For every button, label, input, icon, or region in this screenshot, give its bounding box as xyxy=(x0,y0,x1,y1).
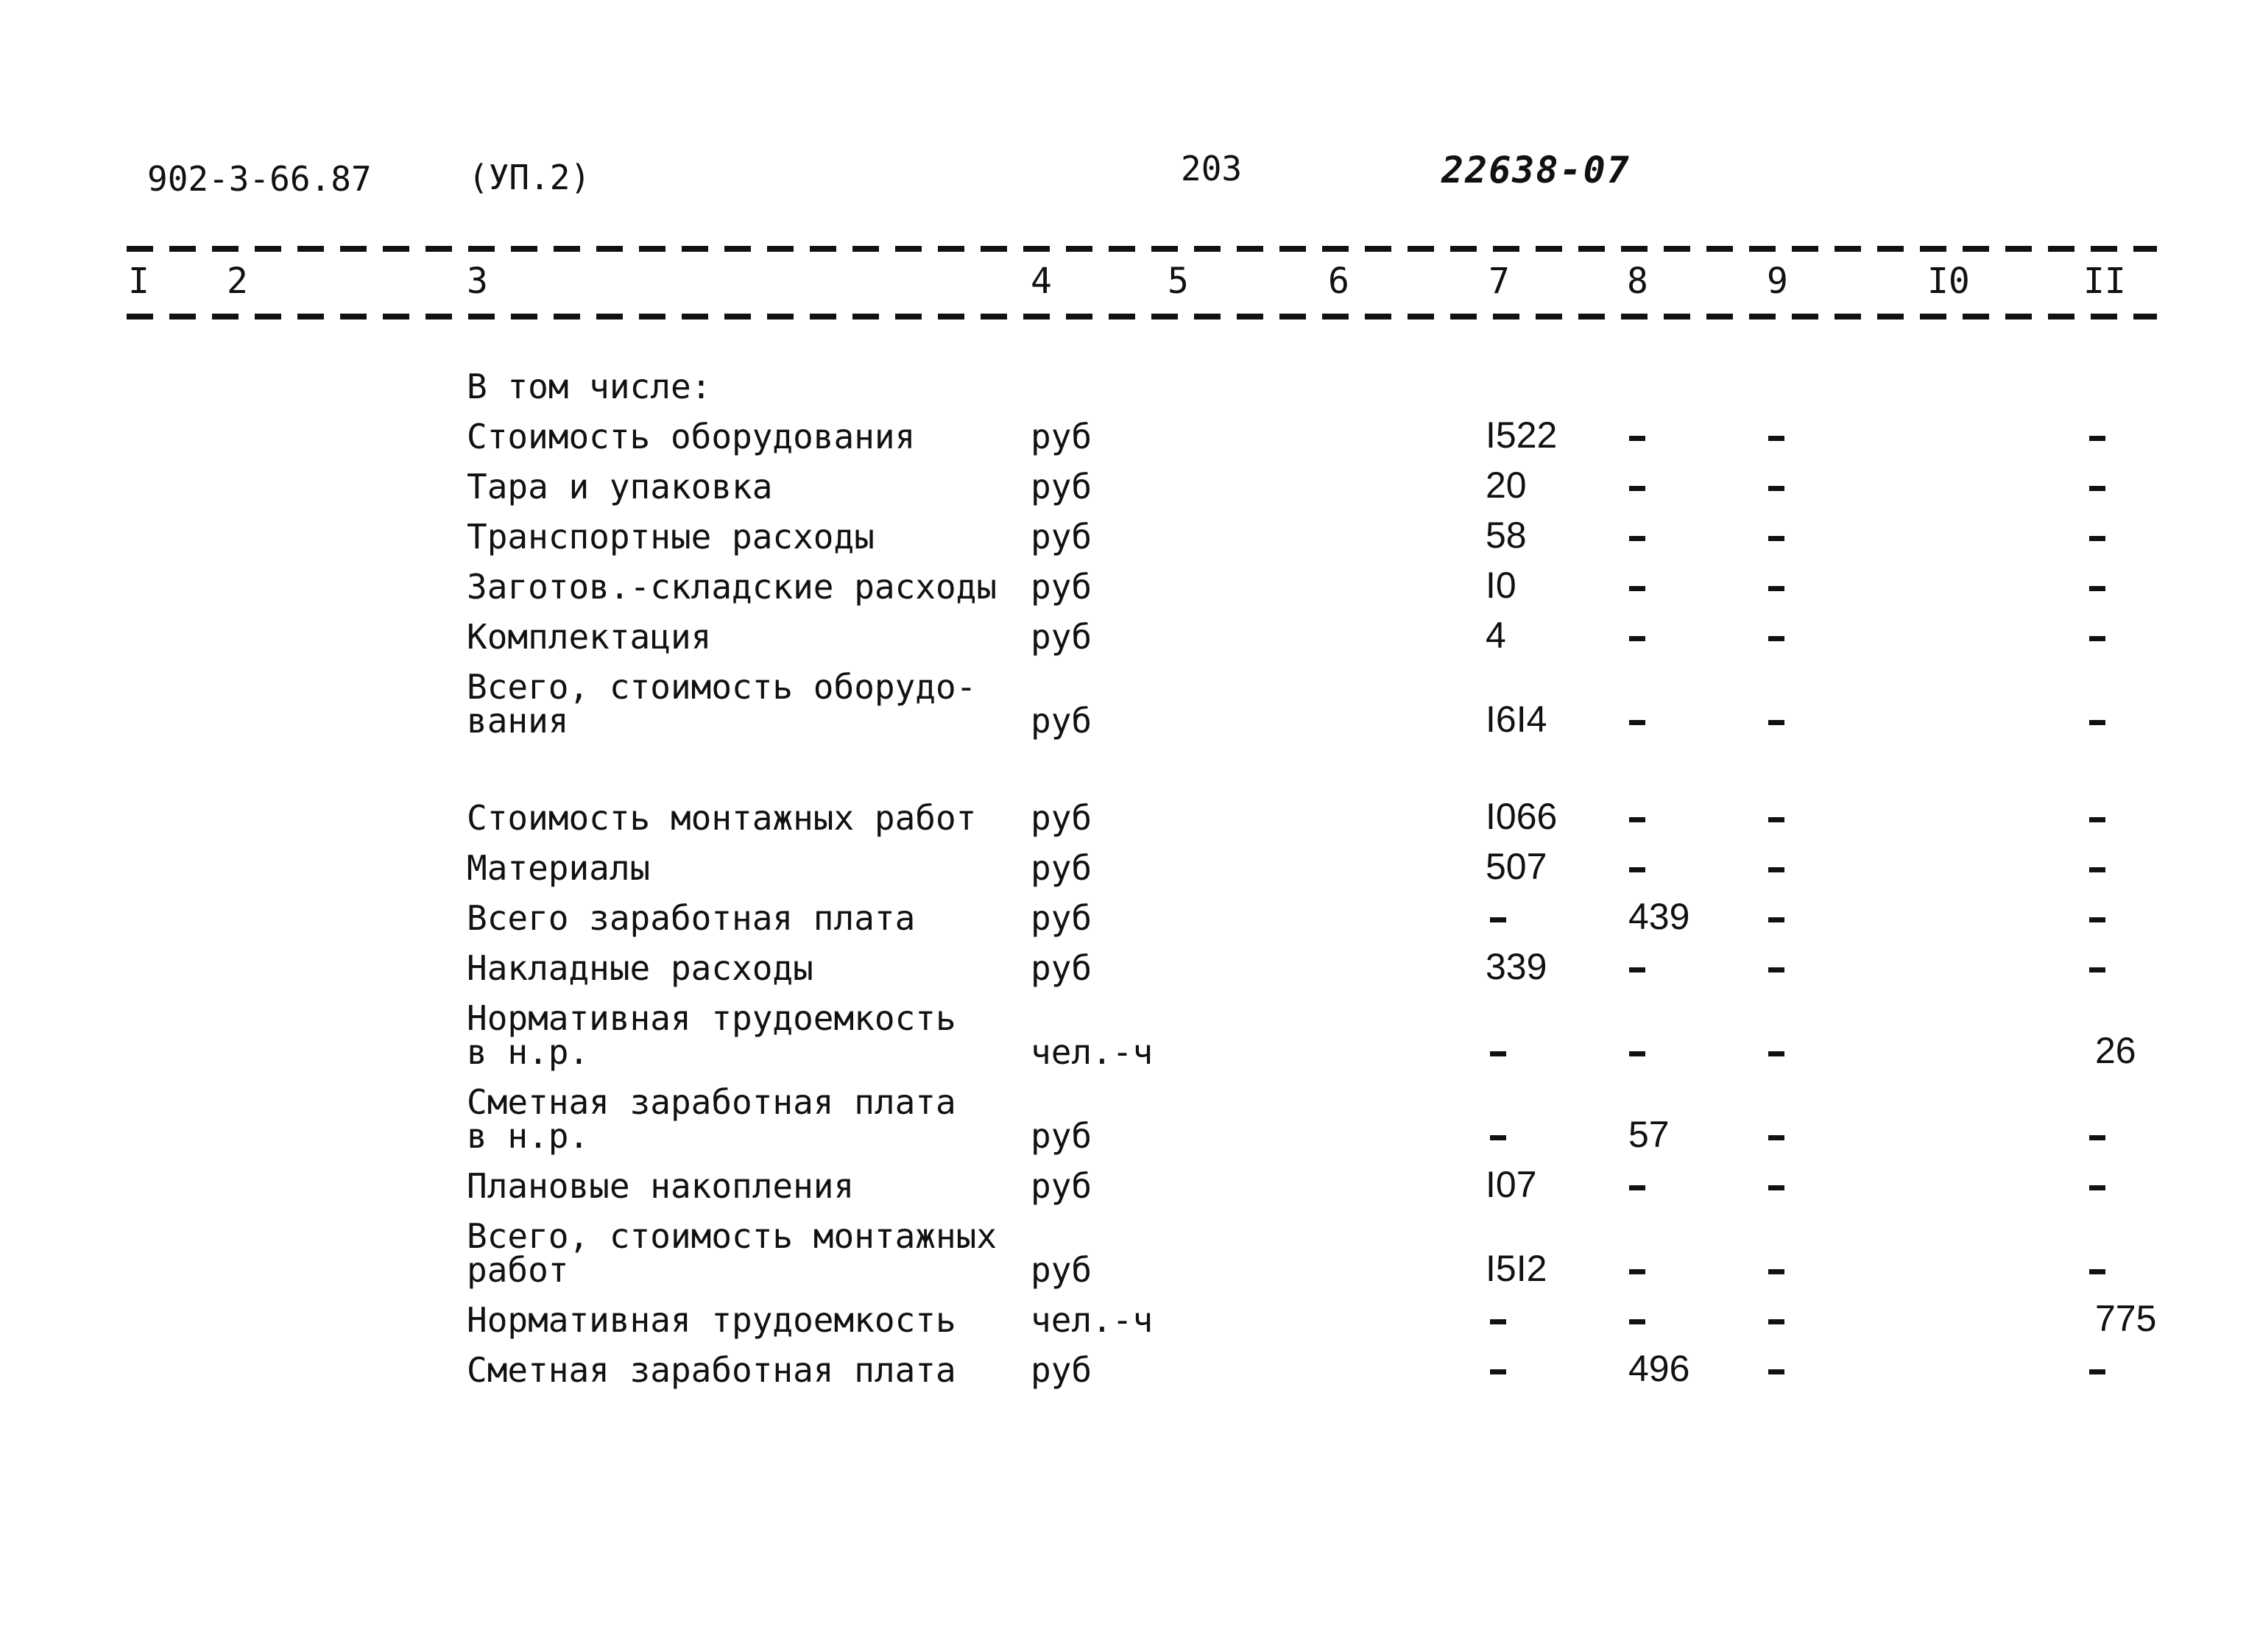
column-number-5: 5 xyxy=(1168,261,1189,302)
row-14-name-line-1: Всего, стоимость монтажных xyxy=(467,1216,997,1256)
row-14-col8-dash xyxy=(1629,1269,1645,1274)
row-9-col8: 439 xyxy=(1628,896,1690,937)
row-1-col9-dash xyxy=(1768,436,1784,441)
row-7-col8-dash xyxy=(1629,817,1645,822)
row-16-col7-dash xyxy=(1490,1369,1506,1374)
document-number: 902-3-66.87 xyxy=(147,159,372,199)
column-number-7: 7 xyxy=(1489,261,1510,302)
row-7-col11-dash xyxy=(2089,817,2105,822)
row-6-col8-dash xyxy=(1629,720,1645,725)
row-10-col7: 339 xyxy=(1486,946,1547,987)
row-13-col11-dash xyxy=(2089,1185,2105,1190)
column-number-3: 3 xyxy=(467,261,488,302)
row-3-col7: 58 xyxy=(1486,515,1527,556)
row-11-col11: 26 xyxy=(2095,1030,2136,1071)
row-1-col7: I522 xyxy=(1486,414,1558,456)
column-number-1: I xyxy=(128,261,149,302)
column-number-10: I0 xyxy=(1927,261,1970,302)
row-7-unit: руб xyxy=(1031,798,1092,838)
row-9-unit: руб xyxy=(1031,898,1092,938)
row-6-unit: руб xyxy=(1031,701,1092,741)
row-5-col11-dash xyxy=(2089,636,2105,641)
row-16-unit: руб xyxy=(1031,1350,1092,1390)
row-13-col9-dash xyxy=(1768,1185,1784,1190)
row-9-col11-dash xyxy=(2089,917,2105,922)
row-3-col9-dash xyxy=(1768,536,1784,541)
row-6-col9-dash xyxy=(1768,720,1784,725)
section-intro: В том числе: xyxy=(467,367,712,406)
row-5-unit: руб xyxy=(1031,617,1092,657)
row-7-name: Стоимость монтажных работ xyxy=(467,798,977,838)
row-12-col8: 57 xyxy=(1628,1114,1670,1155)
column-number-6: 6 xyxy=(1328,261,1349,302)
row-8-col9-dash xyxy=(1768,867,1784,872)
row-7-col9-dash xyxy=(1768,817,1784,822)
row-5-col8-dash xyxy=(1629,636,1645,641)
row-10-col9-dash xyxy=(1768,967,1784,973)
row-14-unit: руб xyxy=(1031,1250,1092,1290)
column-number-8: 8 xyxy=(1627,261,1648,302)
row-3-col11-dash xyxy=(2089,536,2105,541)
row-2-col7: 20 xyxy=(1486,465,1527,506)
row-11-col8-dash xyxy=(1629,1051,1645,1056)
row-15-col7-dash xyxy=(1490,1319,1506,1324)
row-9-col7-dash xyxy=(1490,917,1506,922)
row-11-col9-dash xyxy=(1768,1051,1784,1056)
row-15-col9-dash xyxy=(1768,1319,1784,1324)
project-code: 22638-07 xyxy=(1441,149,1631,191)
row-8-col11-dash xyxy=(2089,867,2105,872)
album-label: (УП.2) xyxy=(468,158,591,197)
row-14-col11-dash xyxy=(2089,1269,2105,1274)
column-number-4: 4 xyxy=(1031,261,1052,302)
header-bottom-rule xyxy=(127,314,2157,320)
row-14-col7: I5I2 xyxy=(1486,1248,1547,1289)
row-1-col8-dash xyxy=(1629,436,1645,441)
row-4-col11-dash xyxy=(2089,586,2105,591)
row-7-col7: I066 xyxy=(1486,796,1558,837)
row-5-name: Комплектация xyxy=(467,617,712,657)
row-16-name: Сметная заработная плата xyxy=(467,1350,956,1390)
row-8-col8-dash xyxy=(1629,867,1645,872)
row-8-unit: руб xyxy=(1031,848,1092,888)
row-2-col11-dash xyxy=(2089,486,2105,491)
row-3-name: Транспортные расходы xyxy=(467,517,875,557)
row-15-col11: 775 xyxy=(2095,1298,2157,1339)
row-13-name: Плановые накопления xyxy=(467,1166,855,1206)
row-6-col7: I6I4 xyxy=(1486,699,1547,740)
row-6-name-line-2: вания xyxy=(467,701,569,741)
column-number-9: 9 xyxy=(1767,261,1788,302)
header-top-rule xyxy=(127,246,2157,252)
row-16-col8: 496 xyxy=(1628,1348,1690,1389)
row-10-col11-dash xyxy=(2089,967,2105,973)
row-6-col11-dash xyxy=(2089,720,2105,725)
row-12-col11-dash xyxy=(2089,1135,2105,1140)
row-12-unit: руб xyxy=(1031,1116,1092,1156)
row-2-name: Тара и упаковка xyxy=(467,467,773,506)
row-15-col8-dash xyxy=(1629,1319,1645,1324)
row-16-col9-dash xyxy=(1768,1369,1784,1374)
row-14-name-line-2: работ xyxy=(467,1250,569,1290)
row-8-name: Материалы xyxy=(467,848,651,888)
row-6-name-line-1: Всего, стоимость оборудо- xyxy=(467,667,977,707)
row-4-unit: руб xyxy=(1031,567,1092,607)
row-11-unit: чел.-ч xyxy=(1031,1032,1154,1072)
row-11-col7-dash xyxy=(1490,1051,1506,1056)
row-3-unit: руб xyxy=(1031,517,1092,557)
column-number-2: 2 xyxy=(227,261,248,302)
row-13-col8-dash xyxy=(1629,1185,1645,1190)
row-8-col7: 507 xyxy=(1486,846,1547,887)
row-5-col9-dash xyxy=(1768,636,1784,641)
row-1-name: Стоимость оборудования xyxy=(467,417,916,456)
row-14-col9-dash xyxy=(1768,1269,1784,1274)
row-9-name: Всего заработная плата xyxy=(467,898,916,938)
row-1-unit: руб xyxy=(1031,417,1092,456)
row-2-unit: руб xyxy=(1031,467,1092,506)
row-2-col9-dash xyxy=(1768,486,1784,491)
row-4-name: Заготов.-складские расходы xyxy=(467,567,997,607)
row-11-name-line-2: в н.р. xyxy=(467,1032,590,1072)
row-5-col7: 4 xyxy=(1486,615,1506,656)
row-12-col7-dash xyxy=(1490,1135,1506,1140)
row-3-col8-dash xyxy=(1629,536,1645,541)
row-13-col7: I07 xyxy=(1486,1164,1537,1205)
row-12-col9-dash xyxy=(1768,1135,1784,1140)
row-10-unit: руб xyxy=(1031,948,1092,988)
row-9-col9-dash xyxy=(1768,917,1784,922)
row-4-col9-dash xyxy=(1768,586,1784,591)
row-4-col8-dash xyxy=(1629,586,1645,591)
row-10-name: Накладные расходы xyxy=(467,948,813,988)
row-2-col8-dash xyxy=(1629,486,1645,491)
row-4-col7: I0 xyxy=(1486,565,1516,606)
row-11-name-line-1: Нормативная трудоемкость xyxy=(467,998,956,1038)
row-10-col8-dash xyxy=(1629,967,1645,973)
row-12-name-line-1: Сметная заработная плата xyxy=(467,1082,956,1122)
row-12-name-line-2: в н.р. xyxy=(467,1116,590,1156)
column-number-11: II xyxy=(2083,261,2126,302)
row-15-unit: чел.-ч xyxy=(1031,1300,1154,1340)
row-15-name: Нормативная трудоемкость xyxy=(467,1300,956,1340)
row-13-unit: руб xyxy=(1031,1166,1092,1206)
page-number: 203 xyxy=(1181,149,1243,188)
row-1-col11-dash xyxy=(2089,436,2105,441)
row-16-col11-dash xyxy=(2089,1369,2105,1374)
